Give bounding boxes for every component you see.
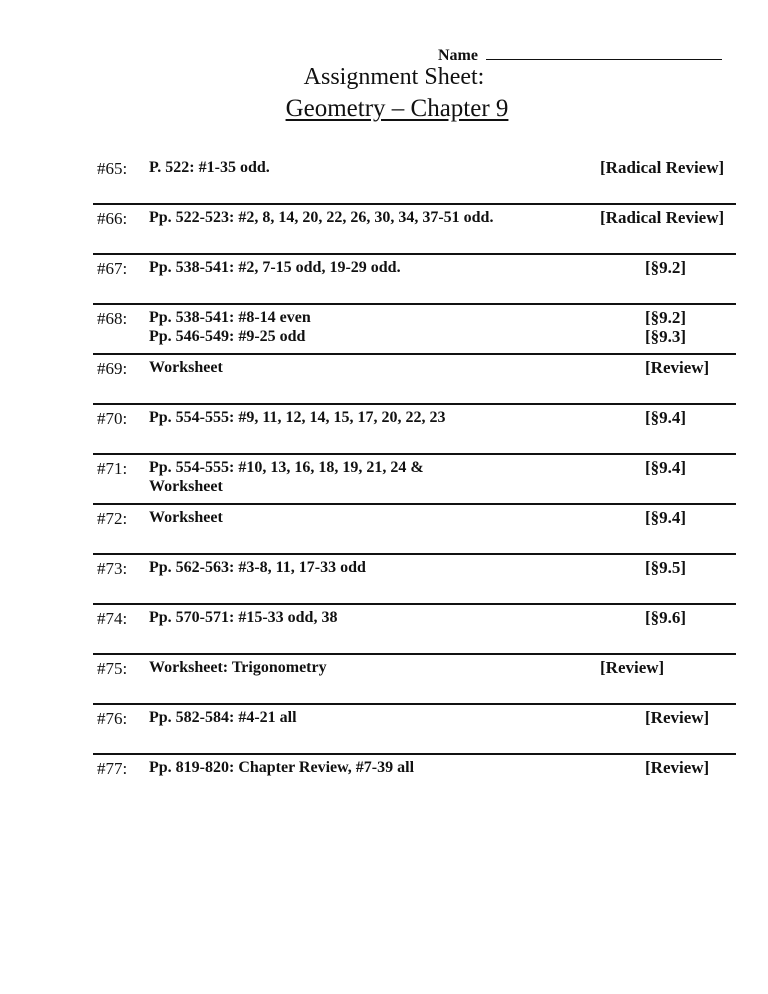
assignment-section bbox=[645, 408, 686, 427]
assignment-task bbox=[149, 708, 297, 727]
assignment-row bbox=[93, 555, 736, 605]
assignment-number: #72: bbox=[97, 509, 128, 528]
task-line: Pp. 582-584: #4-21 all bbox=[149, 709, 297, 726]
assignment-task bbox=[149, 358, 223, 377]
section-label: [Review] bbox=[645, 358, 710, 377]
name-label: Name bbox=[438, 47, 478, 64]
section-label: [§9.6] bbox=[645, 608, 687, 627]
assignment-row bbox=[93, 605, 736, 655]
name-field[interactable] bbox=[438, 45, 722, 65]
assignment-row bbox=[93, 755, 736, 805]
assignment-row bbox=[93, 655, 736, 705]
section-label: [Radical Review] bbox=[600, 158, 725, 177]
section-label: [§9.4] bbox=[645, 458, 687, 477]
section-label: [§9.4] bbox=[645, 508, 687, 527]
assignment-section bbox=[600, 658, 664, 677]
assignment-number: #67: bbox=[97, 259, 128, 278]
task-line: Worksheet bbox=[149, 359, 223, 376]
section-label: [§9.2] bbox=[645, 308, 687, 327]
assignment-number: #65: bbox=[97, 159, 128, 178]
assignment-row bbox=[93, 205, 736, 255]
assignment-section bbox=[645, 758, 709, 777]
assignment-task bbox=[149, 458, 424, 496]
task-line: Pp. 570-571: #15-33 odd, 38 bbox=[149, 609, 338, 626]
page-title: Assignment Sheet: bbox=[303, 64, 485, 90]
assignment-task bbox=[149, 758, 414, 777]
task-line: Pp. 538-541: #8-14 even bbox=[149, 309, 311, 326]
assignment-number: #74: bbox=[97, 609, 128, 628]
task-line: Worksheet: Trigonometry bbox=[149, 659, 327, 676]
task-line: Pp. 554-555: #9, 11, 12, 14, 15, 17, 20, 22, 23 bbox=[149, 409, 446, 426]
assignment-number: #71: bbox=[97, 459, 128, 478]
assignment-task bbox=[149, 508, 223, 527]
task-line: P. 522: #1-35 odd. bbox=[149, 159, 270, 176]
assignment-task bbox=[149, 208, 493, 227]
assignment-section bbox=[645, 458, 686, 477]
assignment-task bbox=[149, 158, 270, 177]
assignment-number: #76: bbox=[97, 709, 128, 728]
section-label: [Review] bbox=[645, 758, 710, 777]
assignment-number: #69: bbox=[97, 359, 128, 378]
assignment-section bbox=[645, 308, 686, 346]
assignment-section bbox=[645, 358, 709, 377]
assignment-task bbox=[149, 658, 327, 677]
task-line: Pp. 554-555: #10, 13, 16, 18, 19, 21, 24 & bbox=[149, 459, 424, 476]
assignment-number: #66: bbox=[97, 209, 128, 228]
assignment-list bbox=[93, 155, 736, 805]
assignment-section bbox=[600, 208, 724, 227]
section-label: [Review] bbox=[645, 708, 710, 727]
assignment-section bbox=[645, 608, 686, 627]
task-line: Pp. 546-549: #9-25 odd bbox=[149, 328, 306, 345]
section-label: [§9.3] bbox=[645, 327, 687, 346]
assignment-task bbox=[149, 308, 311, 346]
assignment-section bbox=[645, 558, 686, 577]
task-line: Worksheet bbox=[149, 478, 223, 495]
assignment-row bbox=[93, 155, 736, 205]
assignment-row bbox=[93, 705, 736, 755]
task-line: Worksheet bbox=[149, 509, 223, 526]
assignment-number: #70: bbox=[97, 409, 128, 428]
assignment-row bbox=[93, 305, 736, 355]
section-label: [§9.5] bbox=[645, 558, 687, 577]
assignment-number: #73: bbox=[97, 559, 128, 578]
assignment-number: #75: bbox=[97, 659, 128, 678]
task-line: Pp. 562-563: #3-8, 11, 17-33 odd bbox=[149, 559, 366, 576]
section-label: [§9.4] bbox=[645, 408, 687, 427]
task-line: Pp. 522-523: #2, 8, 14, 20, 22, 26, 30, 34, 37-51 odd. bbox=[149, 209, 494, 226]
assignment-task bbox=[149, 608, 337, 627]
assignment-row bbox=[93, 455, 736, 505]
assignment-task bbox=[149, 558, 366, 577]
assignment-row bbox=[93, 355, 736, 405]
section-label: [§9.2] bbox=[645, 258, 687, 277]
name-blank-line[interactable] bbox=[486, 45, 722, 60]
assignment-row bbox=[93, 405, 736, 455]
assignment-task bbox=[149, 408, 445, 427]
assignment-section bbox=[645, 508, 686, 527]
section-label: [Radical Review] bbox=[600, 208, 725, 227]
assignment-section bbox=[600, 158, 724, 177]
assignment-task bbox=[149, 258, 401, 277]
assignment-row bbox=[93, 255, 736, 305]
section-label: [Review] bbox=[600, 658, 665, 677]
assignment-section bbox=[645, 708, 709, 727]
assignment-section bbox=[645, 258, 686, 277]
page-subtitle: Geometry – Chapter 9 bbox=[285, 95, 509, 122]
assignment-row bbox=[93, 505, 736, 555]
assignment-number: #68: bbox=[97, 309, 128, 328]
task-line: Pp. 819-820: Chapter Review, #7-39 all bbox=[149, 759, 415, 776]
task-line: Pp. 538-541: #2, 7-15 odd, 19-29 odd. bbox=[149, 259, 401, 276]
assignment-number: #77: bbox=[97, 759, 128, 778]
